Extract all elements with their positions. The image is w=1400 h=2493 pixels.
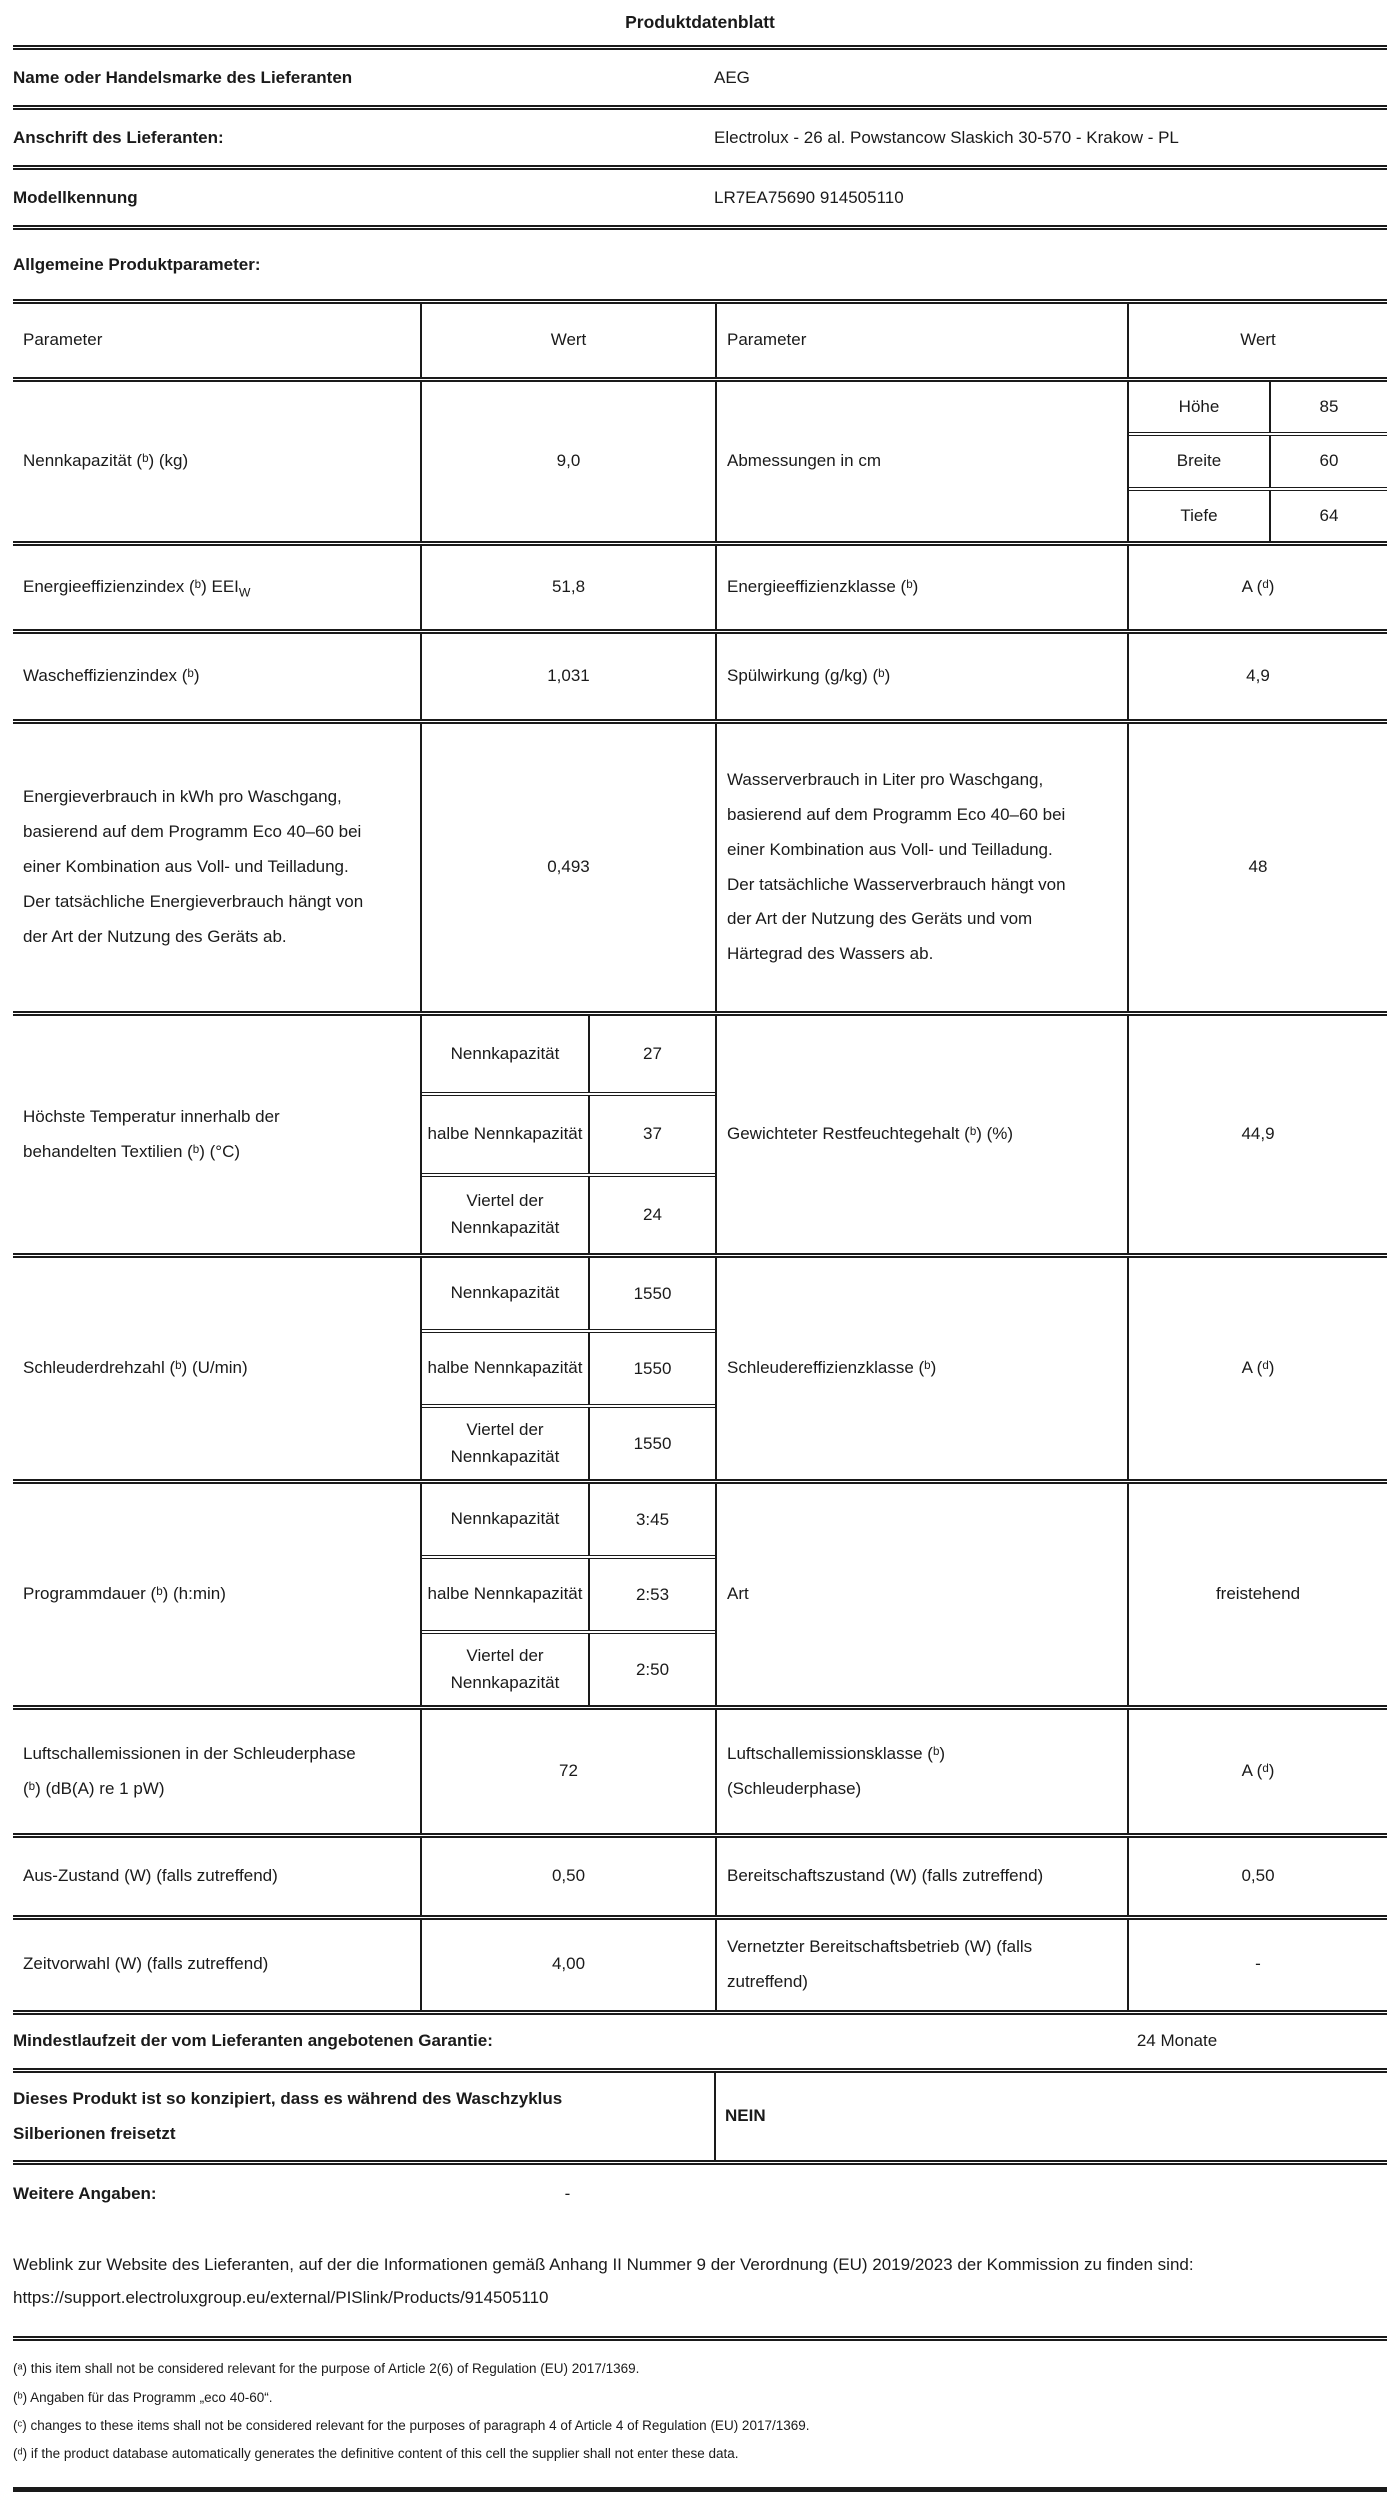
dimension-depth-label: Tiefe	[1180, 505, 1218, 525]
residual-moisture-value: 44,9	[1127, 1016, 1387, 1253]
standby-value: 0,50	[1127, 1838, 1387, 1915]
duration-full-value: 3:45	[588, 1484, 715, 1555]
footnote-a: (ᵃ) this item shall not be considered relevant for the purpose of Article 2(6) of Regulation (EU) 2017/1369.	[13, 2361, 640, 2377]
header-wert-2: Wert	[1127, 304, 1387, 377]
temp-full-label: Nennkapazität	[450, 1043, 560, 1063]
header-wert-1: Wert	[420, 304, 715, 377]
duration-half-value: 2:53	[588, 1559, 715, 1630]
dimension-width-row	[1129, 432, 1387, 486]
temp-quarter-label: Viertel der Nennkapazität	[450, 1191, 560, 1237]
supplier-weblink-text: Weblink zur Website des Lieferanten, auf der die Informationen gemäß Anhang II Nummer 9 der Verordnung (EU) 2019/2023 der Kommission zu finden sind: https://support.electroluxgroup.eu/external/PISlink/Products/914505110	[13, 2255, 1194, 2308]
model-identifier-label: Modellkennung	[13, 187, 138, 207]
programme-duration-row	[13, 1479, 1387, 1705]
type-label: Art	[715, 1484, 1127, 1705]
rinsing-value: 4,9	[1127, 634, 1387, 719]
networked-standby-value: -	[1127, 1920, 1387, 2010]
spin-full-row	[422, 1258, 715, 1329]
energy-efficiency-row	[13, 541, 1387, 629]
temperature-subtable	[420, 1016, 715, 1253]
temp-full-row	[422, 1016, 715, 1092]
duration-half-row	[422, 1555, 715, 1630]
header-parameter-2: Parameter	[715, 304, 1127, 377]
duration-full-label: Nennkapazität	[450, 1509, 560, 1529]
silver-ions-row	[13, 2068, 1387, 2160]
silver-ions-label: Dieses Produkt ist so konzipiert, dass es während des Waschzyklus Silberionen freisetzt	[13, 2088, 563, 2144]
footnote-b: (ᵇ) Angaben für das Programm „eco 40-60“.	[13, 2389, 273, 2405]
duration-quarter-row	[422, 1630, 715, 1705]
supplier-name-value: AEG	[714, 67, 750, 87]
guarantee-value: 24 Monate	[1136, 2031, 1218, 2051]
capacity-dimensions-row	[13, 377, 1387, 541]
temp-quarter-row	[422, 1173, 715, 1253]
wash-index-value: 1,031	[420, 634, 715, 719]
rinsing-label: Spülwirkung (g/kg) (ᵇ)	[715, 634, 1127, 719]
spin-class-label: Schleudereffizienzklasse (ᵇ)	[715, 1258, 1127, 1479]
delay-start-row	[13, 1915, 1387, 2010]
duration-quarter-value: 2:50	[588, 1634, 715, 1705]
off-mode-value: 0,50	[420, 1838, 715, 1915]
table-header-row	[13, 299, 1387, 377]
noise-class-label: Luftschallemissionsklasse (ᵇ) (Schleuderphase)	[715, 1710, 1127, 1833]
header-parameter-1: Parameter	[23, 330, 103, 350]
noise-emissions-value: 72	[420, 1710, 715, 1833]
spin-full-label: Nennkapazität	[450, 1283, 560, 1303]
off-mode-row	[13, 1833, 1387, 1915]
water-consumption-value: 48	[1127, 724, 1387, 1011]
networked-standby-label: Vernetzter Bereitschaftsbetrieb (W) (falls zutreffend)	[715, 1920, 1127, 2010]
supplier-name-label: Name oder Handelsmarke des Lieferanten	[13, 67, 353, 87]
eei-value: 51,8	[420, 546, 715, 629]
dimension-depth-value: 64	[1269, 491, 1387, 541]
silver-ions-value: NEIN	[714, 2073, 1387, 2160]
temp-half-value: 37	[588, 1096, 715, 1172]
model-identifier-row	[13, 165, 1387, 225]
eei-label: Energieeffizienzindex (ᵇ) $EEI_W$	[23, 577, 251, 600]
supplier-address-label: Anschrift des Lieferanten:	[13, 127, 224, 147]
temp-full-value: 27	[588, 1016, 715, 1092]
noise-row	[13, 1705, 1387, 1833]
off-mode-label: Aus-Zustand (W) (falls zutreffend)	[23, 1866, 278, 1886]
residual-moisture-label: Gewichteter Restfeuchtegehalt (ᵇ) (%)	[715, 1016, 1127, 1253]
delay-start-value: 4,00	[420, 1920, 715, 2010]
guarantee-label: Mindestlaufzeit der vom Lieferanten angebotenen Garantie:	[13, 2031, 493, 2051]
temp-half-row	[422, 1092, 715, 1172]
spin-speed-subtable	[420, 1258, 715, 1479]
spin-quarter-label: Viertel der Nennkapazität	[450, 1420, 560, 1466]
dimensions-label: Abmessungen in cm	[715, 382, 1127, 541]
duration-full-row	[422, 1484, 715, 1555]
energy-consumption-label: Energieverbrauch in kWh pro Waschgang, basierend auf dem Programm Eco 40–60 bei einer Kombination aus Voll- und Teilladung. Der tatsächliche Energieverbrauch hängt von der Art der Nutzung des Geräts ab.	[23, 787, 364, 946]
spin-quarter-row	[422, 1404, 715, 1479]
additional-info-row	[13, 2160, 1387, 2222]
supplier-address-row	[13, 105, 1387, 165]
bottom-rule	[13, 2487, 1387, 2493]
dimension-width-value: 60	[1269, 436, 1387, 486]
spin-half-row	[422, 1329, 715, 1404]
eei-subscript: W	[238, 585, 251, 600]
noise-class-value: A (ᵈ)	[1127, 1710, 1387, 1833]
supplier-address-value: Electrolux - 26 al. Powstancow Slaskich 30-570 - Krakow - PL	[714, 127, 1179, 147]
additional-info-label: Weitere Angaben:	[13, 2183, 157, 2203]
delay-start-label: Zeitvorwahl (W) (falls zutreffend)	[23, 1954, 269, 1974]
duration-half-label: halbe Nennkapazität	[427, 1584, 583, 1604]
product-datasheet	[13, 0, 1387, 2493]
duration-label: Programmdauer (ᵇ) (h:min)	[23, 1584, 226, 1604]
washing-efficiency-row	[13, 629, 1387, 719]
standby-label: Bereitschaftszustand (W) (falls zutreffend)	[715, 1838, 1127, 1915]
spin-half-value: 1550	[588, 1333, 715, 1404]
spin-full-value: 1550	[588, 1258, 715, 1329]
energy-class-value: A (ᵈ)	[1127, 546, 1387, 629]
capacity-label: Nennkapazität (ᵇ) (kg)	[23, 451, 189, 471]
footnote-c: (ᶜ) changes to these items shall not be considered relevant for the purposes of paragraph 4 of Article 4 of Regulation (EU) 2017/1369.	[13, 2418, 810, 2434]
dimension-height-label: Höhe	[1178, 396, 1220, 416]
noise-emissions-label: Luftschallemissionen in der Schleuderphase (ᵇ) (dB(A) re 1 pW)	[23, 1743, 356, 1798]
temp-quarter-value: 24	[588, 1177, 715, 1253]
spin-class-value: A (ᵈ)	[1127, 1258, 1387, 1479]
temperature-row	[13, 1011, 1387, 1253]
page-title: Produktdatenblatt	[625, 12, 775, 32]
general-parameters-heading: Allgemeine Produktparameter:	[13, 225, 1387, 299]
water-consumption-label: Wasserverbrauch in Liter pro Waschgang, basierend auf dem Programm Eco 40–60 bei einer Kombination aus Voll- und Teilladung. Der tatsächliche Wasserverbrauch hängt von der Art der Nutzung des Geräts und vom Härtegrad des Wassers ab.	[715, 724, 1127, 1011]
dimension-depth-row	[1129, 487, 1387, 541]
spin-half-label: halbe Nennkapazität	[427, 1358, 583, 1378]
dimension-width-label: Breite	[1176, 451, 1222, 471]
capacity-value: 9,0	[420, 382, 715, 541]
dimensions-subtable	[1127, 382, 1387, 541]
energy-class-label: Energieeffizienzklasse (ᵇ)	[715, 546, 1127, 629]
parameters-table	[13, 299, 1387, 2010]
guarantee-row	[13, 2010, 1387, 2068]
footnotes-section	[13, 2336, 1387, 2478]
consumption-row	[13, 719, 1387, 1011]
duration-subtable	[420, 1484, 715, 1705]
additional-info-value: -	[564, 2183, 571, 2203]
temp-half-label: halbe Nennkapazität	[427, 1124, 583, 1144]
footnote-d: (ᵈ) if the product database automatically generates the definitive content of this cell the supplier shall not enter these data.	[13, 2446, 739, 2462]
type-value: freistehend	[1127, 1484, 1387, 1705]
spin-quarter-value: 1550	[588, 1408, 715, 1479]
spin-speed-label: Schleuderdrehzahl (ᵇ) (U/min)	[23, 1358, 248, 1378]
temperature-label: Höchste Temperatur innerhalb der behandelten Textilien (ᵇ) (°C)	[23, 1106, 280, 1161]
model-identifier-value: LR7EA75690 914505110	[714, 187, 904, 207]
dimension-height-value: 85	[1269, 382, 1387, 432]
duration-quarter-label: Viertel der Nennkapazität	[450, 1646, 560, 1692]
spin-speed-row	[13, 1253, 1387, 1479]
wash-index-label: Wascheffizienzindex (ᵇ)	[23, 666, 200, 686]
dimension-height-row	[1129, 382, 1387, 432]
supplier-name-row	[13, 45, 1387, 105]
energy-consumption-value: 0,493	[420, 724, 715, 1011]
